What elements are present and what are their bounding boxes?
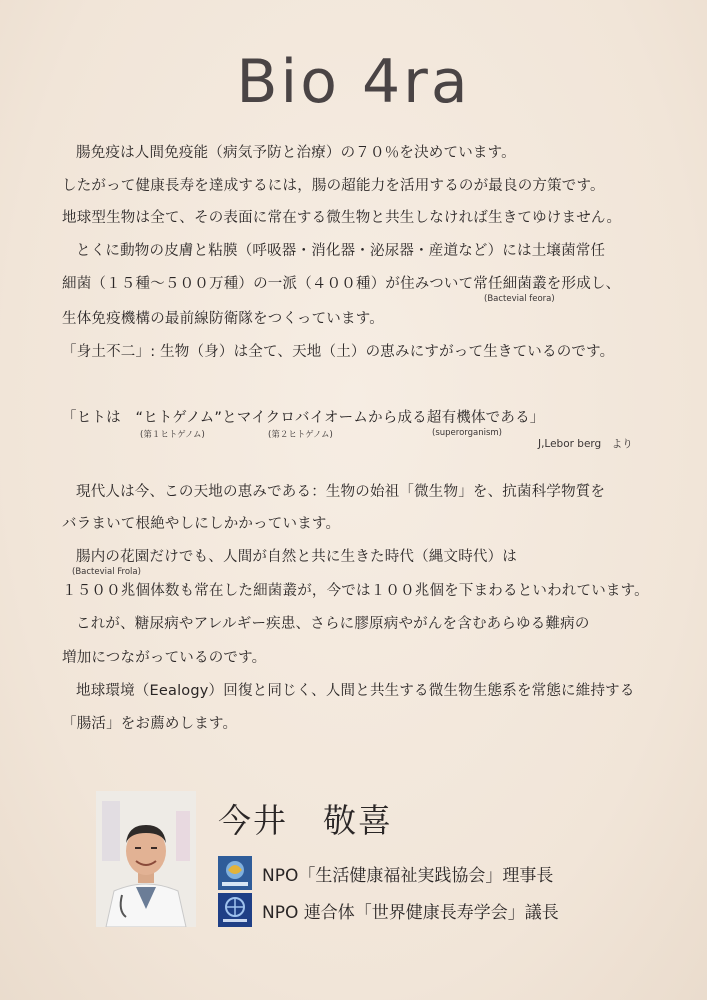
annotation-note: (第１ヒトゲノム) <box>140 430 205 440</box>
annotation-note: (第２ヒトゲノム) <box>268 430 333 440</box>
annotation-note: (Bactevial Frola) <box>72 567 141 577</box>
paragraph-line: 地球環境（Eealogy）回復と同じく、人間と共生する微生物生態系を常態に維持する <box>76 683 635 699</box>
paragraph-line: バラまいて根絶やしにしかかっています。 <box>62 516 341 532</box>
paragraph-line: 地球型生物は全て、その表面に常在する微生物と共生しなければ生きてゆけません。 <box>62 210 622 226</box>
paragraph-line: したがって健康長寿を達成するには，腸の超能力を活用するのが最良の方策です。 <box>62 178 605 194</box>
paragraph-line: 細菌（１５種～５００万種）の一派（４００種）が住みついて常任細菌叢を形成し、 <box>62 276 621 292</box>
quote-source: J,Lebor berg より <box>538 438 633 450</box>
paragraph-line: とくに動物の皮膚と粘膜（呼吸器・消化器・泌尿器・産道など）には土壌菌常任 <box>76 243 606 259</box>
paragraph-line: １５００兆個体数も常在した細菌叢が，今では１００兆個を下まわるといわれています。 <box>62 583 649 599</box>
organization-text: NPO「生活健康福祉実践協会」理事長 <box>262 865 554 886</box>
annotation-note: (Bactevial feora) <box>484 294 555 304</box>
paragraph-line: 生体免疫機構の最前線防衛隊をつくっています。 <box>62 311 384 327</box>
paragraph-line: 腸内の花園だけでも、人間が自然と共に生きた時代（縄文時代）は <box>76 549 517 565</box>
paragraph-line: 「腸活」をお薦めします。 <box>62 716 238 732</box>
page-title: Bio 4ra <box>236 47 471 117</box>
annotation-note: (superorganism) <box>432 428 502 438</box>
paragraph-line: これが、糖尿病やアレルギー疾患、さらに膠原病やがんを含むあらゆる難病の <box>76 616 590 632</box>
paragraph-line: 「身土不二」: 生物（身）は全て、天地（土）の恵みにすがって生きているのです。 <box>62 344 615 360</box>
paragraph-line: 現代人は今、この天地の恵みである：生物の始祖「微生物」を、抗菌科学物質を <box>76 484 606 500</box>
organization-row <box>218 856 553 890</box>
portrait-photo <box>96 791 196 927</box>
paragraph-line: 腸免疫は人間免疫能（病気予防と治療）の７０％を決めています。 <box>76 145 516 161</box>
organization-text: NPO 連合体「世界健康長寿学会」議長 <box>262 902 559 923</box>
paragraph-line: 増加につながっているのです。 <box>62 650 267 666</box>
author-name: 今井 敬喜 <box>218 801 393 840</box>
npo-logo-icon <box>218 856 252 890</box>
society-logo-icon <box>218 893 252 927</box>
quote-line: 「ヒトは “ヒトゲノム”とマイクロバイオームから成る超有機体である」 <box>62 410 545 426</box>
organization-row <box>218 893 559 927</box>
